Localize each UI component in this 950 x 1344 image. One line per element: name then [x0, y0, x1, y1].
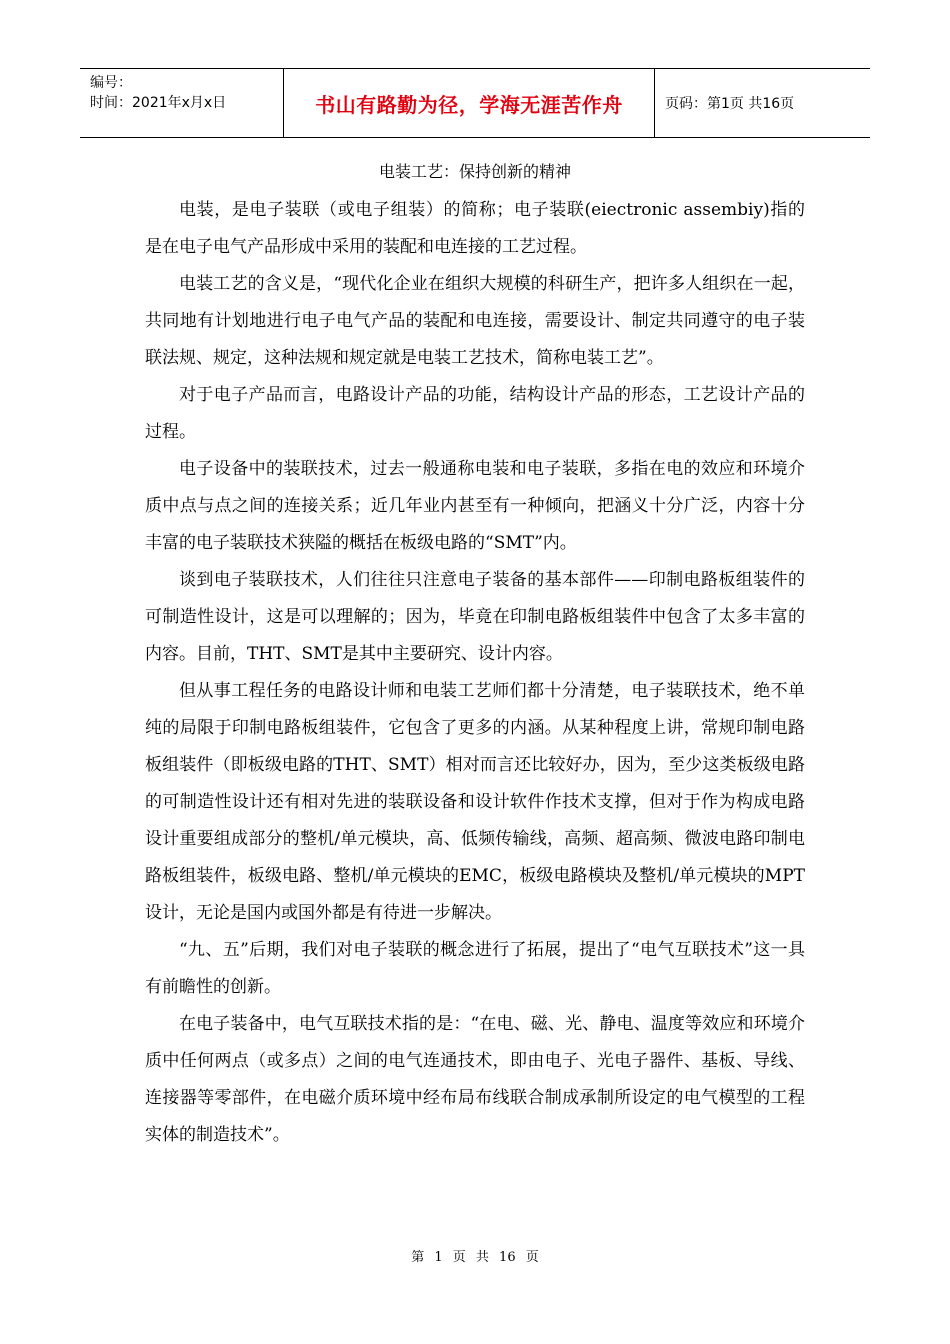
paragraph: 电子设备中的装联技术，过去一般通称电装和电子装联，多指在电的效应和环境介质中点与点之间的连接关系；近几年业内甚至有一种倾向，把涵义十分广泛，内容十分丰富的电子装联技术狭隘的概括在板级电路的“SMT”内。 — [145, 459, 805, 553]
page-title: 电装工艺：保持创新的精神 — [378, 162, 571, 181]
paragraph: 电装工艺的含义是，“现代化企业在组织大规模的科研生产，把许多人组织在一起，共同地有计划地进行电子电气产品的装配和电连接，需要设计、制定共同遵守的电子装联法规、规定，这种法规和规定就是电装工艺技术，简称电装工艺”。 — [145, 274, 805, 368]
document-body — [145, 192, 805, 1154]
serial-label: 编号： — [90, 75, 132, 91]
time-label: 时间：2021年x月x日 — [90, 95, 227, 111]
paragraph: 对于电子产品而言，电路设计产品的功能，结构设计产品的形态，工艺设计产品的过程。 — [145, 385, 805, 442]
header-motto: 书山有路勤为径，学海无涯苦作舟 — [315, 92, 623, 117]
page-footer: 第 1 页 共 16 页 — [411, 1250, 539, 1265]
paragraph: 在电子装备中，电气互联技术指的是：“在电、磁、光、静电、温度等效应和环境介质中任何两点（或多点）之间的电气连通技术，即由电子、光电子器件、基板、导线、连接器等零部件，在电磁介质环境中经布局布线联合制成承制所设定的电气模型的工程实体的制造技术”。 — [145, 1014, 805, 1145]
paragraph: 谈到电子装联技术，人们往往只注意电子装备的基本部件——印制电路板组装件的可制造性设计，这是可以理解的；因为，毕竟在印制电路板组装件中包含了太多丰富的内容。目前，THT、SMT是其中主要研究、设计内容。 — [145, 570, 805, 664]
paragraph: 但从事工程任务的电路设计师和电装工艺师们都十分清楚，电子装联技术，绝不单纯的局限于印制电路板组装件，它包含了更多的内涵。从某种程度上讲，常规印制电路板组装件（即板级电路的THT、SMT）相对而言还比较好办，因为，至少这类板级电路的可制造性设计还有相对先进的装联设备和设计软件作技术支撑，但对于作为构成电路设计重要组成部分的整机/单元模块，高、低频传输线，高频、超高频、微波电路印制电路板组装件，板级电路、整机/单元模块的EMC，板级电路模块及整机/单元模块的MPT设计，无论是国内或国外都是有待进一步解决。 — [145, 681, 805, 923]
paragraph: 电装，是电子装联（或电子组装）的简称；电子装联(eiectronic assembiy)指的是在电子电气产品形成中采用的装配和电连接的工艺过程。 — [145, 200, 805, 257]
paragraph: “九、五”后期，我们对电子装联的概念进行了拓展，提出了“电气互联技术”这一具有前瞻性的创新。 — [145, 940, 805, 997]
header-motto-cell — [283, 69, 655, 137]
document-header — [80, 68, 870, 138]
header-page-info-cell — [655, 69, 870, 137]
page-info: 页码：第1页 共16页 — [665, 96, 795, 112]
header-meta — [80, 69, 283, 137]
